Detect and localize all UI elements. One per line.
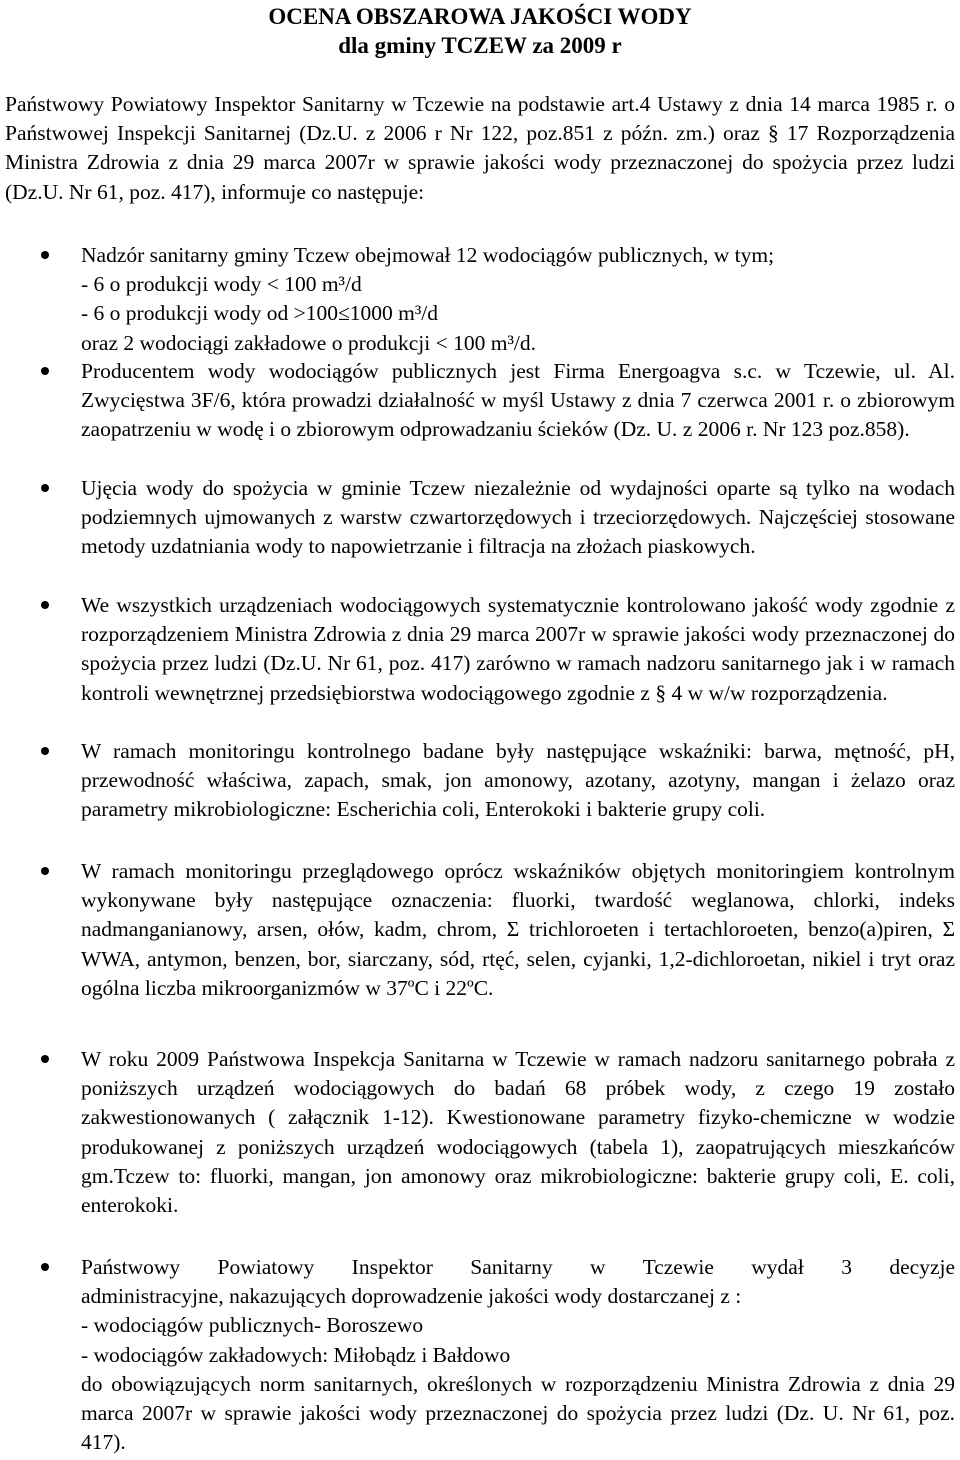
bullet-dot-icon: [41, 747, 49, 755]
text-line: oraz 2 wodociągi zakładowe o produkcji < 100 m³/d.: [81, 330, 537, 355]
bullet-dot-icon: [41, 251, 49, 259]
document-title: OCENA OBSZAROWA JAKOŚCI WODY: [268, 4, 692, 29]
list-item-text: W ramach monitoringu kontrolnego badane były następujące wskaźniki: barwa, mętność, pH, przewodność właściwa, zapach, smak, jon amonowy, azotany, azotyny, mangan i żelazo oraz parametry mikrobiologiczne: Escherichia coli, Enterokoki i bakterie grupy coli.: [81, 739, 955, 822]
text-line: Nadzór sanitarny gminy Tczew obejmował 12 wodociągów publicznych, w tym;: [81, 243, 775, 267]
list-item-text: W ramach monitoringu przeglądowego oprócz wskaźników objętych monitoringiem kontrolnym wykonywane były następujące oznaczenia: fluorki, twardość weglanowa, chlorki, indeks nadmanganianowy, arsen, ołów, kadm, chrom, Σ trichloroeten i tertachloroeten, benzo(a)piren, Σ WWA, antymon, benzen, bor, siarczany, sód, rtęć, selen, cyjanki, 1,2-dichloroetan, nikiel i tryt oraz ogólna liczba mikroorganizmów w 37ºC i 22ºC.: [81, 859, 955, 1000]
list-item-text: Producentem wody wodociągów publicznych jest Firma Energoagva s.c. w Tczewie, ul. Al. Zwycięstwa 3F/6, która prowadzi działalność w myśl Ustawy z dnia 7 czerwca 2001 r. o zbiorowym zaopatrzeniu w wodę i o zbiorowym odprowadzaniu ścieków (Dz. U. z 2006 r. Nr 123 poz.858).: [81, 359, 955, 442]
list-item-text: W roku 2009 Państwowa Inspekcja Sanitarna w Tczewie w ramach nadzoru sanitarnego pobrała z poniższych urządzeń wodociągowych do badań 68 próbek wody, z czego 19 zostało zakwestionowanych ( załącznik 1-12). Kwestionowane parametry fizyko-chemiczne w wodzie produkowanej z poniższych urządzeń wodociągowych (tabela 1), zaopatrujących mieszkańców gm.Tczew to: fluorki, mangan, jon amonowy oraz mikrobiologiczne: bakterie grupy coli, E. coli, enterokoki.: [81, 1047, 955, 1218]
bullet-dot-icon: [41, 1055, 49, 1063]
text-line: - wodociągów publicznych- Boroszewo: [81, 1313, 424, 1338]
list-item-text: [81, 241, 955, 358]
bullet-dot-icon: [41, 867, 49, 875]
text-line: - wodociągów zakładowych: Miłobądz i Bałdowo: [81, 1342, 511, 1367]
text-line: administracyjne, nakazujących doprowadzenie jakości wody dostarczanej z :: [81, 1284, 742, 1309]
text-line: Państwowy Powiatowy Inspektor Sanitarny w Tczewie wydał 3 decyzje: [81, 1255, 955, 1279]
text-line: - 6 o produkcji wody < 100 m³/d: [81, 272, 362, 297]
text-line: do obowiązujących norm sanitarnych, określonych w rozporządzeniu Ministra Zdrowia z dnia 29 marca 2007r w sprawie jakości wody przeznaczonej do spożycia przez ludzi (Dz. U. Nr 61, poz. 417).: [81, 1371, 955, 1455]
list-item-text: Ujęcia wody do spożycia w gminie Tczew niezależnie od wydajności oparte są tylko na wodach podziemnych ujmowanych z warstw czwartorzędowych i trzeciorzędowych. Najczęściej stosowane metody uzdatniania wody to napowietrzanie i filtracja na złożach piaskowych.: [81, 476, 955, 559]
bullet-dot-icon: [41, 367, 49, 375]
bullet-dot-icon: [41, 601, 49, 609]
document-subtitle: dla gminy TCZEW za 2009 r: [338, 33, 622, 58]
text-line: - 6 o produkcji wody od >100≤1000 m³/d: [81, 301, 439, 326]
bullet-dot-icon: [41, 484, 49, 492]
list-item-text: We wszystkich urządzeniach wodociągowych systematycznie kontrolowano jakość wody zgodnie z rozporządzeniem Ministra Zdrowia z dnia 29 marca 2007r w sprawie jakości wody przeznaczonej do spożycia przez ludzi (Dz.U. Nr 61, poz. 417) zarówno w ramach nadzoru sanitarnego jak i w ramach kontroli wewnętrznej przedsiębiorstwa wodociągowego zgodnie z § 4 w w/w rozporządzenia.: [81, 593, 955, 705]
list-item-text: [81, 1253, 955, 1457]
bullet-dot-icon: [41, 1263, 49, 1271]
intro-paragraph: Państwowy Powiatowy Inspektor Sanitarny w Tczewie na podstawie art.4 Ustawy z dnia 14 marca 1985 r. o Państwowej Inspekcji Sanitarnej (Dz.U. z 2006 r Nr 122, poz.851 z późn. zm.) oraz § 17 Rozporządzenia Ministra Zdrowia z dnia 29 marca 2007r w sprawie jakości wody przeznaczonej do spożycia przez ludzi (Dz.U. Nr 61, poz. 417), informuje co następuje:: [5, 92, 955, 204]
